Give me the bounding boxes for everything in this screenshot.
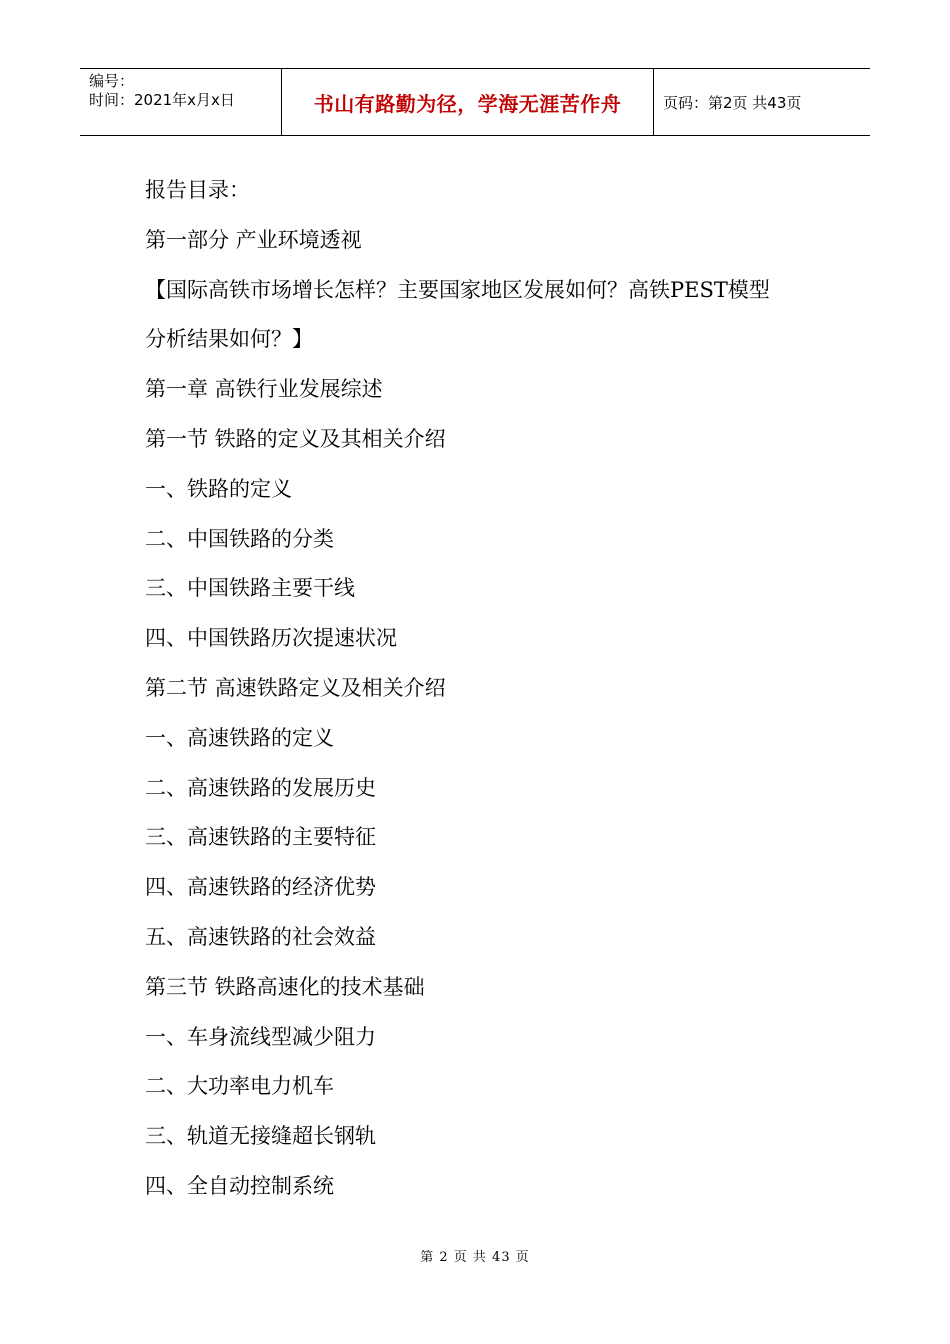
toc-chapter-heading: 第一章 高铁行业发展综述 [145,377,383,402]
footer-page-number: 第 2 页 共 43 页 [420,1250,530,1265]
toc-item: 二、高速铁路的发展历史 [145,775,376,800]
toc-title: 报告目录： [145,178,250,202]
header-motto-cell [282,69,654,135]
toc-item: 四、中国铁路历次提速状况 [145,626,397,651]
document-number-label: 编号： [89,72,135,90]
header-page-cell [654,69,870,135]
toc-item: 五、高速铁路的社会效益 [145,924,376,949]
toc-item: 四、高速铁路的经济优势 [145,875,376,900]
header-table [80,68,870,136]
toc-item: 一、高速铁路的定义 [145,725,334,750]
toc-part-summary-continued: 分析结果如何？】 [145,327,313,352]
toc-section-heading: 第一节 铁路的定义及其相关介绍 [145,426,446,451]
toc-section-heading: 第二节 高速铁路定义及相关介绍 [145,675,446,700]
toc-item: 三、中国铁路主要干线 [145,576,355,601]
toc-part-heading: 第一部分 产业环境透视 [145,227,362,252]
toc-item: 三、高速铁路的主要特征 [145,825,376,850]
toc-section-heading: 第三节 铁路高速化的技术基础 [145,974,425,999]
table-of-contents [145,166,825,1212]
document-date: 时间：2021年x月x日 [89,91,235,109]
page-footer [0,1246,950,1265]
header-left-cell [80,69,282,135]
header-page-info: 页码：第2页 共43页 [663,93,802,112]
toc-item: 二、大功率电力机车 [145,1074,334,1099]
toc-item: 一、车身流线型减少阻力 [145,1024,376,1049]
toc-item: 二、中国铁路的分类 [145,526,334,551]
toc-item: 一、铁路的定义 [145,476,292,501]
header-motto: 书山有路勤为径，学海无涯苦作舟 [313,91,622,116]
toc-part-summary: 【国际高铁市场增长怎样？主要国家地区发展如何？高铁PEST模型 [145,277,770,302]
toc-item: 三、轨道无接缝超长钢轨 [145,1124,376,1149]
toc-item: 四、全自动控制系统 [145,1173,334,1198]
